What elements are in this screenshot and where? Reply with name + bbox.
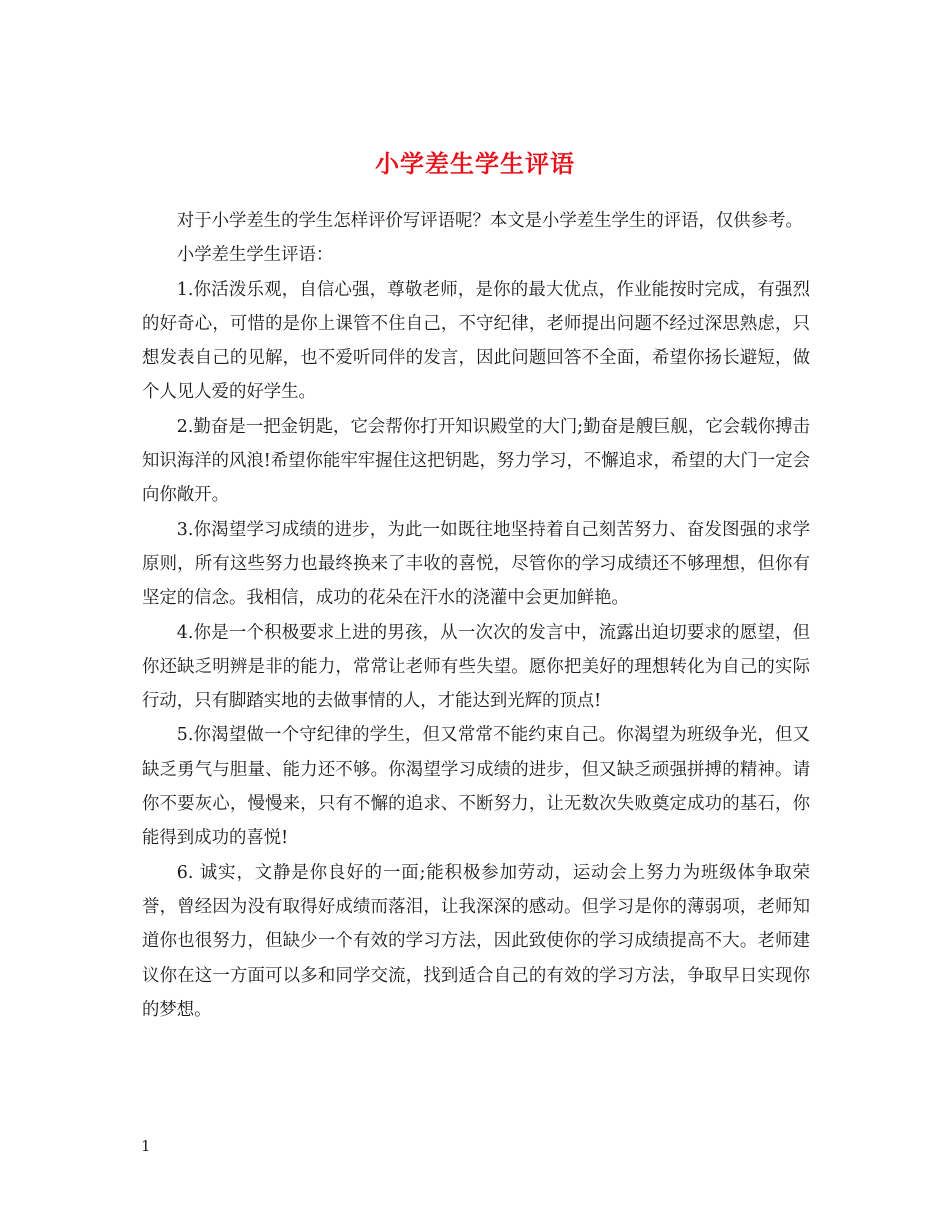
- comment-paragraph-5: 5.你渴望做一个守纪律的学生，但又常常不能约束自己。你渴望为班级争光，但又缺乏勇气与胆量、能力还不够。你渴望学习成绩的进步，但又缺乏顽强拼搏的精神。请你不要灰心，慢慢来，只有不懈的追求、不断努力，让无数次失败奠定成功的基石，你能得到成功的喜悦!: [142, 725, 810, 849]
- document-title: 小学差生学生评语: [375, 149, 575, 179]
- comment-paragraph-3: 3.你渴望学习成绩的进步，为此一如既往地坚持着自己刻苦努力、奋发图强的求学原则，所有这些努力也最终换来了丰收的喜悦，尽管你的学习成绩还不够理想，但你有坚定的信念。我相信，成功的花朵在汗水的浇灌中会更加鲜艳。: [142, 519, 810, 609]
- page-number: 1: [141, 1137, 151, 1155]
- comment-paragraph-6: 6. 诚实，文静是你良好的一面;能积极参加劳动，运动会上努力为班级体争取荣誉，曾经因为没有取得好成绩而落泪，让我深深的感动。但学习是你的薄弱项，老师知道你也很努力，但缺少一个有效的学习方法，因此致使你的学习成绩提高不大。老师建议你在这一方面可以多和同学交流，找到适合自己的有效的学习方法，争取早日实现你的梦想。: [142, 862, 810, 1020]
- comment-paragraph-2: 2.勤奋是一把金钥匙，它会帮你打开知识殿堂的大门;勤奋是艘巨舰，它会载你搏击知识海洋的风浪!希望你能牢牢握住这把钥匙，努力学习，不懈追求，希望的大门一定会向你敞开。: [142, 416, 810, 506]
- section-heading: 小学差生学生评语：: [176, 245, 334, 266]
- intro-paragraph: 对于小学差生的学生怎样评价写评语呢？本文是小学差生学生的评语，仅供参考。: [176, 211, 803, 231]
- document-body: [142, 204, 810, 1027]
- comment-paragraph-1: 1.你活泼乐观，自信心强，尊敬老师，是你的最大优点，作业能按时完成，有强烈的好奇心，可惜的是你上课管不住自己，不守纪律，老师提出问题不经过深思熟虑，只想发表自己的见解，也不爱听同伴的发言，因此问题回答不全面，希望你扬长避短，做个人见人爱的好学生。: [142, 279, 810, 403]
- comment-paragraph-4: 4.你是一个积极要求上进的男孩，从一次次的发言中，流露出迫切要求的愿望，但你还缺乏明辨是非的能力，常常让老师有些失望。愿你把美好的理想转化为自己的实际行动，只有脚踏实地的去做事情的人，才能达到光辉的顶点!: [142, 622, 810, 712]
